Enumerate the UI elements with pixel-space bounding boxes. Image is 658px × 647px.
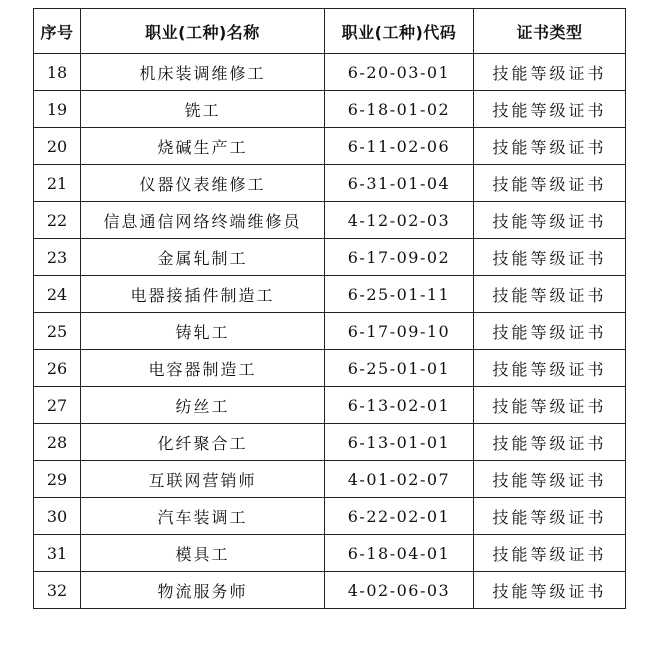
occupation-code-cell: 6-13-01-01 [325,424,474,461]
serial-number-cell: 26 [34,350,81,387]
occupation-code-cell: 4-02-06-03 [325,572,474,609]
certificate-type-cell: 技能等级证书 [474,387,626,424]
table-row [34,535,626,572]
occupation-code-cell: 6-17-09-10 [325,313,474,350]
occupation-name-cell: 仪器仪表维修工 [81,165,325,202]
occupation-code-cell: 6-31-01-04 [325,165,474,202]
table-row [34,498,626,535]
serial-number-cell: 29 [34,461,81,498]
table-row [34,165,626,202]
table-row [34,91,626,128]
certificate-type-cell: 技能等级证书 [474,202,626,239]
header-serial-number: 序号 [34,9,81,54]
occupation-name-cell: 铣工 [81,91,325,128]
table-row [34,202,626,239]
occupation-name-cell: 烧碱生产工 [81,128,325,165]
certificate-type-cell: 技能等级证书 [474,165,626,202]
table-row [34,387,626,424]
occupation-name-cell: 信息通信网络终端维修员 [81,202,325,239]
serial-number-cell: 20 [34,128,81,165]
serial-number-cell: 21 [34,165,81,202]
certificate-type-cell: 技能等级证书 [474,276,626,313]
serial-number-cell: 28 [34,424,81,461]
certificate-type-cell: 技能等级证书 [474,535,626,572]
occupation-code-cell: 6-20-03-01 [325,54,474,91]
certificate-type-cell: 技能等级证书 [474,313,626,350]
occupation-code-cell: 6-17-09-02 [325,239,474,276]
table-row [34,276,626,313]
serial-number-cell: 27 [34,387,81,424]
serial-number-cell: 18 [34,54,81,91]
occupation-name-cell: 物流服务师 [81,572,325,609]
serial-number-cell: 24 [34,276,81,313]
table-body [34,54,626,609]
serial-number-cell: 23 [34,239,81,276]
certificate-type-cell: 技能等级证书 [474,128,626,165]
certificate-type-cell: 技能等级证书 [474,54,626,91]
serial-number-cell: 25 [34,313,81,350]
certificate-type-cell: 技能等级证书 [474,91,626,128]
table-row [34,461,626,498]
serial-number-cell: 32 [34,572,81,609]
certificate-type-cell: 技能等级证书 [474,239,626,276]
serial-number-cell: 19 [34,91,81,128]
serial-number-cell: 30 [34,498,81,535]
certificate-type-cell: 技能等级证书 [474,424,626,461]
certificate-type-cell: 技能等级证书 [474,350,626,387]
table-row [34,239,626,276]
occupation-code-cell: 4-01-02-07 [325,461,474,498]
table-row [34,424,626,461]
occupation-code-cell: 6-13-02-01 [325,387,474,424]
occupation-name-cell: 机床装调维修工 [81,54,325,91]
header-occupation-name: 职业(工种)名称 [81,9,325,54]
occupation-code-cell: 6-25-01-01 [325,350,474,387]
occupation-name-cell: 铸轧工 [81,313,325,350]
table-row [34,350,626,387]
occupation-code-cell: 6-18-01-02 [325,91,474,128]
occupation-code-cell: 6-18-04-01 [325,535,474,572]
occupation-name-cell: 互联网营销师 [81,461,325,498]
table-row [34,54,626,91]
certificate-type-cell: 技能等级证书 [474,498,626,535]
occupation-name-cell: 模具工 [81,535,325,572]
occupation-code-cell: 4-12-02-03 [325,202,474,239]
certificate-type-cell: 技能等级证书 [474,572,626,609]
occupation-name-cell: 化纤聚合工 [81,424,325,461]
serial-number-cell: 31 [34,535,81,572]
occupation-name-cell: 电器接插件制造工 [81,276,325,313]
occupation-table [33,8,626,609]
occupation-name-cell: 电容器制造工 [81,350,325,387]
certificate-type-cell: 技能等级证书 [474,461,626,498]
header-certificate-type: 证书类型 [474,9,626,54]
occupation-code-cell: 6-22-02-01 [325,498,474,535]
table-header [34,9,626,54]
serial-number-cell: 22 [34,202,81,239]
header-row [34,9,626,54]
occupation-code-cell: 6-25-01-11 [325,276,474,313]
table-row [34,313,626,350]
occupation-name-cell: 金属轧制工 [81,239,325,276]
occupation-code-cell: 6-11-02-06 [325,128,474,165]
table-row [34,572,626,609]
table-row [34,128,626,165]
occupation-name-cell: 纺丝工 [81,387,325,424]
header-occupation-code: 职业(工种)代码 [325,9,474,54]
occupation-name-cell: 汽车装调工 [81,498,325,535]
